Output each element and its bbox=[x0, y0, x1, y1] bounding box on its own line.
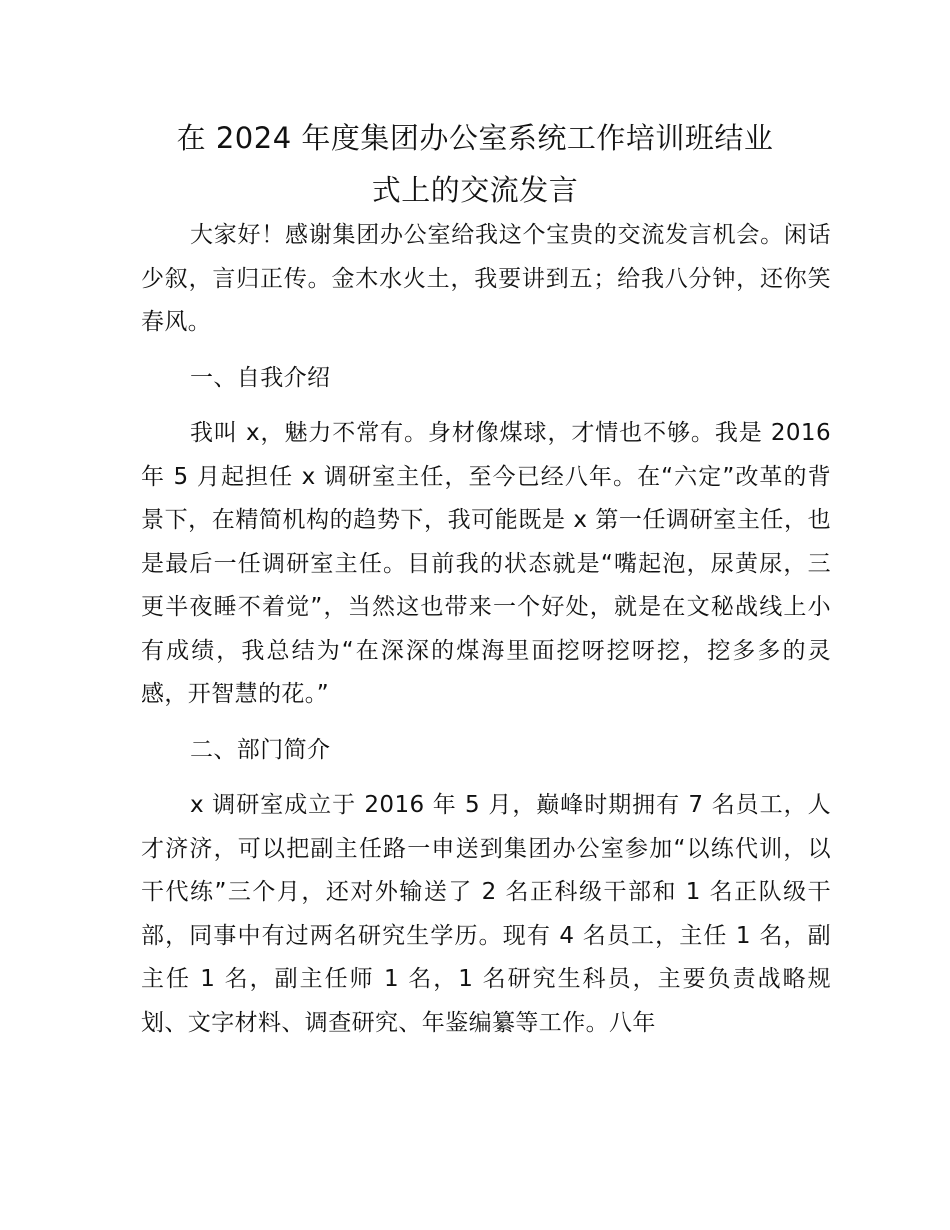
section-heading-self-introduction: 一、自我介绍 bbox=[190, 364, 331, 391]
intro-paragraph: 大家好！感谢集团办公室给我这个宝贵的交流发言机会。闲话少叙，言归正传。金木水火土，我要讲到五；给我八分钟，还你笑春风。 bbox=[141, 222, 831, 335]
title-line-1: 在 2024 年度集团办公室系统工作培训班结业 bbox=[176, 121, 774, 155]
document-body bbox=[141, 214, 831, 1057]
section-heading-department-overview: 二、部门简介 bbox=[190, 736, 331, 763]
title-line-2: 式上的交流发言 bbox=[371, 173, 579, 207]
document-title bbox=[140, 112, 810, 216]
self-introduction-paragraph: 我叫 x，魅力不常有。身材像煤球，才情也不够。我是 2016 年 5 月起担任 x 调研室主任，至今已经八年。在“六定”改革的背景下，在精简机构的趋势下，我可能既是 x 第一任调研室主任，也是最后一任调研室主任。目前我的状态就是“嘴起泡，尿黄尿，三更半夜睡不着觉”，当然这也带来一个好处，就是在文秘战线上小有成绩，我总结为“在深深的煤海里面挖呀挖呀挖，挖多多的灵感，开智慧的花。” bbox=[141, 420, 831, 707]
department-overview-paragraph: x 调研室成立于 2016 年 5 月，巅峰时期拥有 7 名员工，人才济济，可以把副主任路一申送到集团办公室参加“以练代训，以干代练”三个月，还对外输送了 2 名正科级干部和 1 名正队级干部，同事中有过两名研究生学历。现有 4 名员工，主任 1 名，副主任 1 名，副主任师 1 名，1 名研究生科员，主要负责战略规划、文字材料、调查研究、年鉴编纂等工作。八年 bbox=[141, 792, 831, 1036]
